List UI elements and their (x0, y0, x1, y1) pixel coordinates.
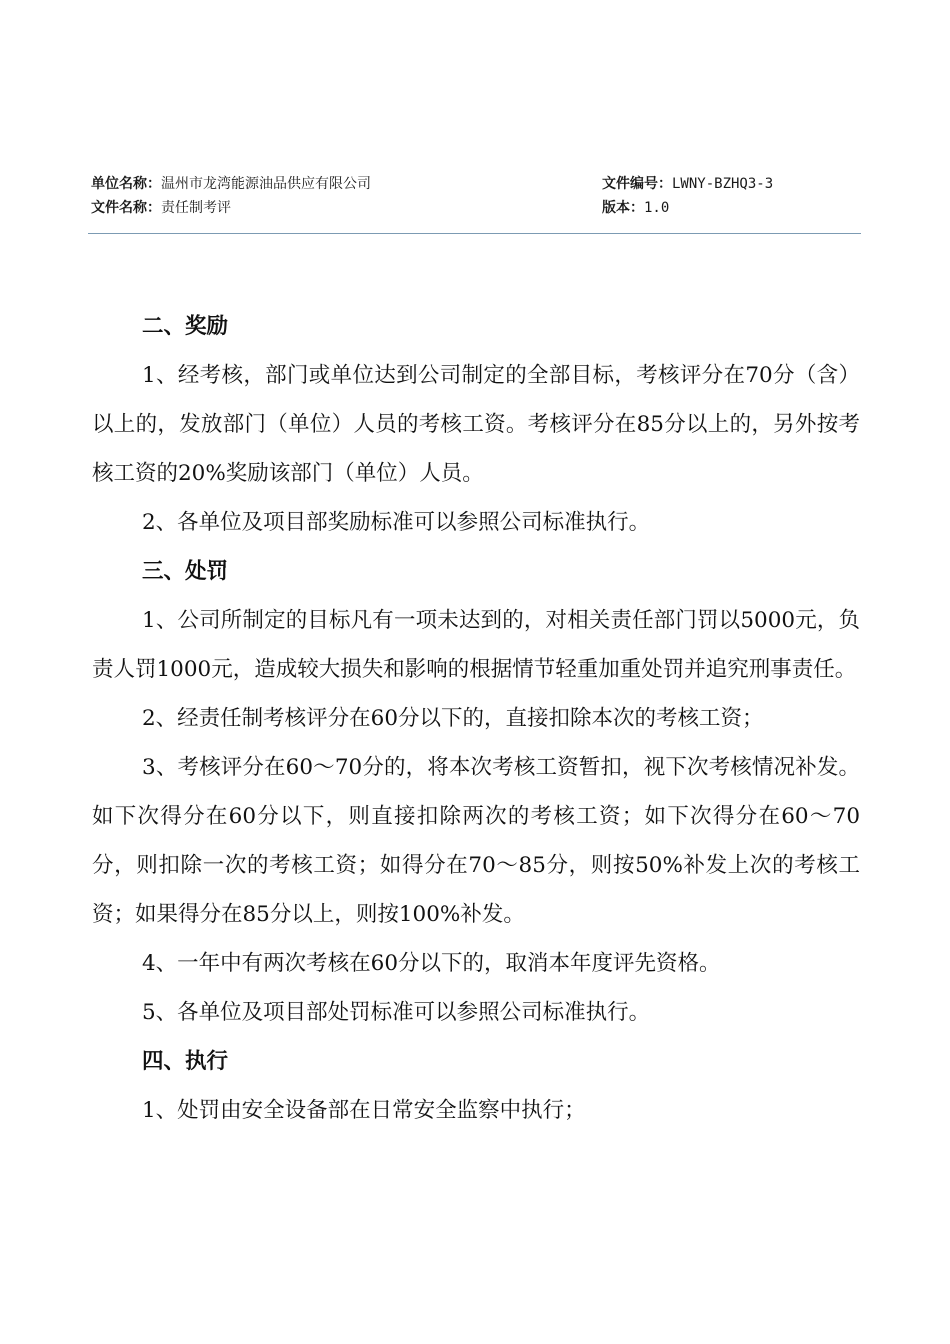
penalties-paragraph-3: 3、考核评分在60～70分的，将本次考核工资暂扣，视下次考核情况补发。如下次得分在60分以下，则直接扣除两次的考核工资；如下次得分在60～70分，则扣除一次的考核工资；如得分在70～85分，则按50%补发上次的考核工资；如果得分在85分以上，则按100%补发。 (92, 755, 860, 927)
document-name-value: 责任制考评 (161, 200, 231, 216)
penalties-paragraph-2: 2、经责任制考核评分在60分以下的，直接扣除本次的考核工资； (142, 706, 764, 731)
rewards-paragraph-2: 2、各单位及项目部奖励标准可以参照公司标准执行。 (142, 510, 651, 535)
header-row-1 (91, 172, 860, 196)
document-number-value: LWNY-BZHQ3-3 (672, 176, 774, 192)
unit-name-value: 温州市龙湾能源油品供应有限公司 (161, 176, 371, 192)
section-heading-penalties: 三、处罚 (142, 559, 229, 584)
unit-name-label: 单位名称： (91, 176, 161, 192)
document-body (92, 302, 860, 1135)
document-number-label: 文件编号： (602, 176, 672, 192)
document-name-label: 文件名称： (91, 200, 161, 216)
section-heading-rewards: 二、奖励 (142, 314, 229, 339)
document-name-field (91, 196, 231, 220)
penalties-paragraph-4: 4、一年中有两次考核在60分以下的，取消本年度评先资格。 (142, 951, 721, 976)
rewards-paragraph-1: 1、经考核，部门或单位达到公司制定的全部目标，考核评分在70分（含）以上的，发放部门（单位）人员的考核工资。考核评分在85分以上的，另外按考核工资的20%奖励该部门（单位）人员。 (92, 363, 860, 486)
penalties-paragraph-5: 5、各单位及项目部处罚标准可以参照公司标准执行。 (142, 1000, 651, 1025)
execution-paragraph-1: 1、处罚由安全设备部在日常安全监察中执行； (142, 1098, 586, 1123)
unit-name-field (91, 172, 371, 196)
header-row-2 (91, 196, 860, 220)
version-field (602, 196, 669, 220)
header-divider (88, 233, 861, 234)
document-header (91, 172, 860, 220)
version-value: 1.0 (644, 200, 670, 216)
version-label: 版本： (602, 200, 644, 216)
penalties-paragraph-1: 1、公司所制定的目标凡有一项未达到的，对相关责任部门罚以5000元，负责人罚1000元，造成较大损失和影响的根据情节轻重加重处罚并追究刑事责任。 (92, 608, 860, 682)
section-heading-execution: 四、执行 (142, 1049, 229, 1074)
document-number-field (602, 172, 773, 196)
